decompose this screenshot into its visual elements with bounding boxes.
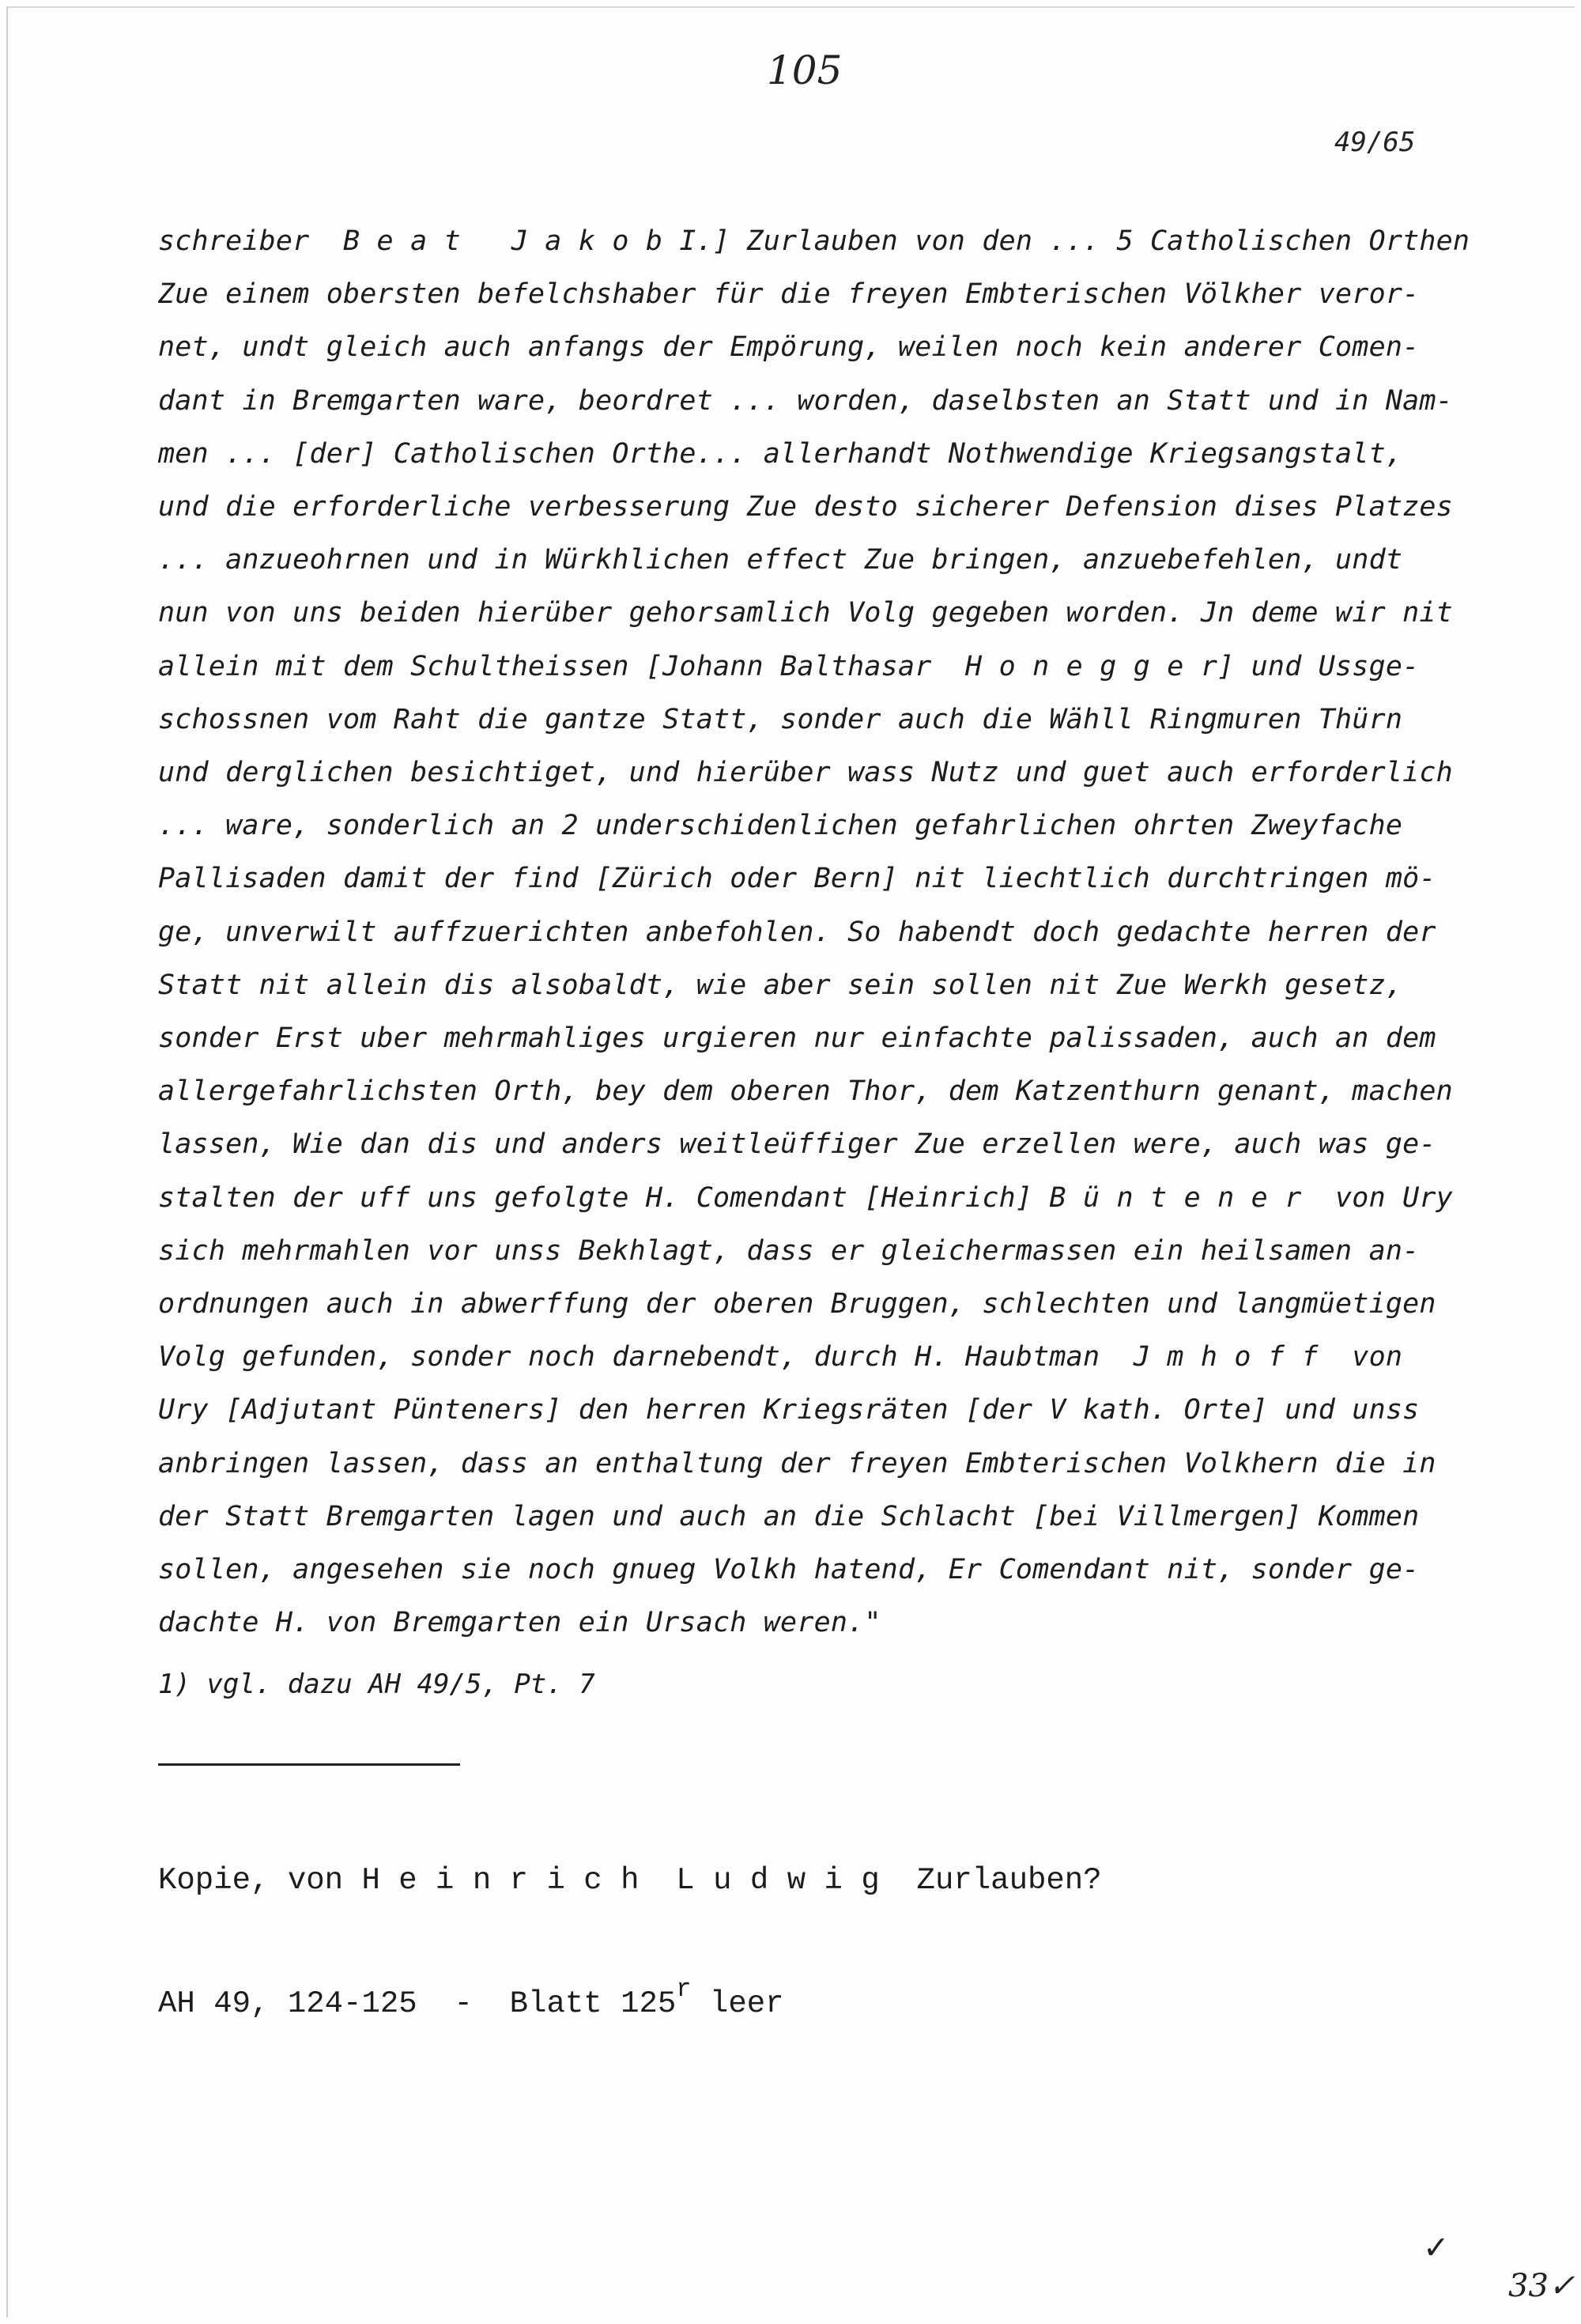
body-line: men ... [der] Catholischen Orthe... allerhandt Nothwendige Kriegsangstalt, (158, 437, 1403, 470)
footnote: 1) vgl. dazu AH 49/5, Pt. 7 (158, 1668, 595, 1700)
body-line: und derglichen besichtiget, und hierüber wass Nutz und guet auch erforderlich (158, 757, 1453, 789)
check-mark: ✓ (1423, 2230, 1450, 2266)
body-line: Ury [Adjutant Pünteners] den herren Kriegsräten [der V kath. Orte] und unss (158, 1394, 1420, 1427)
source-line-2 (158, 1974, 1102, 2026)
handwritten-page-number: 105 (767, 47, 843, 93)
body-line: allein mit dem Schultheissen [Johann Balthasar H o n e g g e r] und Ussge- (158, 650, 1420, 682)
body-line: ge, unverwilt auffzuerichten anbefohlen. So habendt doch gedachte herren der (158, 916, 1436, 948)
source-note (158, 1778, 1102, 2108)
body-line: lassen, Wie dan dis und anders weitleüffiger Zue erzellen were, auch was ge- (158, 1128, 1436, 1161)
body-line: sollen, angesehen sie noch gnueg Volkh hatend, Er Comendant nit, sonder ge- (158, 1554, 1420, 1586)
body-line: allergefahrlichsten Orth, bey dem oberen Thor, dem Katzenthurn genant, machen (158, 1075, 1453, 1108)
body-line: stalten der uff uns gefolgte H. Comendant [Heinrich] B ü n t e n e r von Ury (158, 1181, 1453, 1214)
body-line: Statt nit allein dis alsobaldt, wie aber sein sollen nit Zue Werkh gesetz, (158, 969, 1403, 1001)
body-line: schreiber B e a t J a k o b I.] Zurlauben von den ... 5 Catholischen Orthen (158, 225, 1470, 257)
source-line-2-text: AH 49, 124-125 - Blatt 125 (158, 1986, 677, 2021)
body-line: ordnungen auch in abwerffung der oberen Bruggen, schlechten und langmüetigen (158, 1288, 1436, 1321)
body-line: Volg gefunden, sonder noch darnebendt, durch H. Haubtman J m h o f f von (158, 1341, 1403, 1374)
footnote-divider (158, 1763, 460, 1766)
body-line: anbringen lassen, dass an enthaltung der freyen Embterischen Volkhern die in (158, 1447, 1436, 1479)
body-line: nun von uns beiden hierüber gehorsamlich Volg gegeben worden. Jn deme wir nit (158, 597, 1453, 629)
handwritten-sheet-number: 33✓ (1508, 2268, 1575, 2304)
body-line: net, undt gleich auch anfangs der Empörung, weilen noch kein anderer Comen- (158, 331, 1420, 364)
source-line-2-suffix: leer (691, 1986, 784, 2021)
source-line-1: Kopie, von H e i n r i c h L u d w i g Zurlauben? (158, 1863, 1102, 1898)
body-line: ... anzueohrnen und in Würkhlichen effect Zue bringen, anzuebefehlen, undt (158, 544, 1403, 576)
body-line: sonder Erst uber mehrmahliges urgieren nur einfachte palissaden, auch an dem (158, 1022, 1436, 1055)
body-line: sich mehrmahlen vor unss Bekhlagt, dass er gleichermassen ein heilsamen an- (158, 1234, 1420, 1267)
body-line: der Statt Bremgarten lagen und auch an die Schlacht [bei Villmergen] Kommen (158, 1500, 1420, 1532)
body-line: schossnen vom Raht die gantze Statt, sonder auch die Wähll Ringmuren Thürn (158, 703, 1403, 735)
source-line-2-superscript: r (676, 1974, 692, 2004)
body-line: Zue einem obersten befelchshaber für die freyen Embterischen Völkher veror- (158, 278, 1420, 311)
body-line: Pallisaden damit der find [Zürich oder Bern] nit liechtlich durchtringen mö- (158, 863, 1436, 895)
body-line: ... ware, sonderlich an 2 underschidenlichen gefahrlichen ohrten Zweyfache (158, 810, 1403, 842)
folio-number: 49/65 (1334, 127, 1416, 158)
body-line: dachte H. von Bremgarten ein Ursach weren." (158, 1607, 881, 1639)
transcription-body (158, 215, 1470, 1649)
body-line: dant in Bremgarten ware, beordret ... worden, daselbsten an Statt und in Nam- (158, 384, 1453, 417)
body-line: und die erforderliche verbesserung Zue desto sicherer Defension dises Platzes (158, 491, 1453, 523)
